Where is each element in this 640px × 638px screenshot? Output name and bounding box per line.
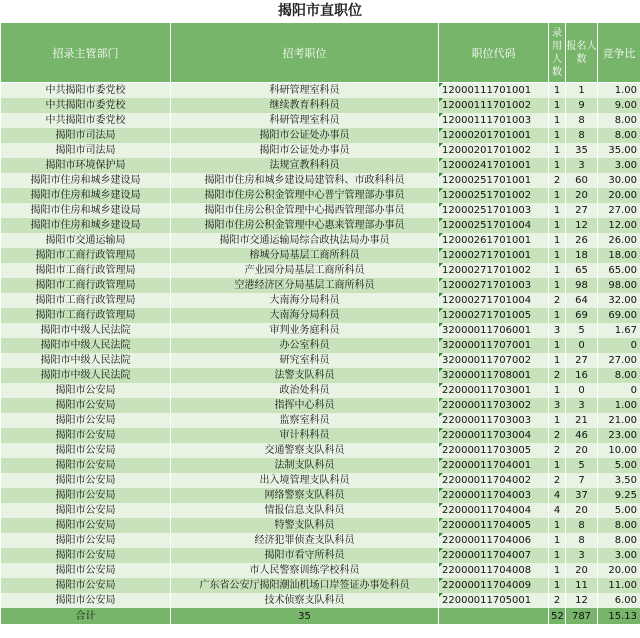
sheet-title: 揭阳市直职位 bbox=[278, 3, 362, 19]
cell-quota[interactable]: 1 bbox=[549, 218, 566, 233]
cell-quota[interactable]: 1 bbox=[549, 128, 566, 143]
cell-position[interactable]: 网络警察支队科员 bbox=[171, 488, 439, 503]
cell-code[interactable]: 12000271701004 bbox=[439, 293, 549, 308]
cell-applicants[interactable]: 37 bbox=[566, 488, 598, 503]
table-row bbox=[1, 383, 640, 398]
table-row bbox=[1, 563, 640, 578]
cell-quota[interactable]: 1 bbox=[549, 158, 566, 173]
cell-position[interactable]: 榕城分局基层工商所科员 bbox=[171, 248, 439, 263]
cell-applicants[interactable]: 20 bbox=[566, 443, 598, 458]
cell-code[interactable]: 22000011704002 bbox=[439, 473, 549, 488]
cell-quota[interactable]: 1 bbox=[549, 533, 566, 548]
cell-quota[interactable]: 4 bbox=[549, 488, 566, 503]
cell-applicants[interactable]: 3 bbox=[566, 158, 598, 173]
cell-position[interactable]: 揭阳市住房公积金管理中心惠来管理部办事员 bbox=[171, 218, 439, 233]
cell-quota[interactable]: 1 bbox=[549, 113, 566, 128]
positions-table bbox=[0, 22, 640, 624]
cell-applicants[interactable]: 1 bbox=[566, 83, 598, 99]
table-row bbox=[1, 368, 640, 383]
cell-quota[interactable]: 2 bbox=[549, 593, 566, 608]
cell-applicants[interactable]: 20 bbox=[566, 503, 598, 518]
cell-code[interactable]: 12000201701001 bbox=[439, 128, 549, 143]
cell-quota[interactable]: 1 bbox=[549, 563, 566, 578]
cell-dept[interactable]: 揭阳市公安局 bbox=[1, 428, 171, 443]
table-row bbox=[1, 323, 640, 338]
cell-ratio[interactable]: 35.00 bbox=[598, 143, 640, 158]
cell-code[interactable]: 22000011703001 bbox=[439, 383, 549, 398]
cell-applicants[interactable]: 0 bbox=[566, 383, 598, 398]
cell-quota[interactable]: 1 bbox=[549, 278, 566, 293]
cell-dept[interactable]: 揭阳市司法局 bbox=[1, 143, 171, 158]
cell-position[interactable]: 大南海分局科员 bbox=[171, 293, 439, 308]
table-row bbox=[1, 473, 640, 488]
cell-dept[interactable]: 揭阳市环境保护局 bbox=[1, 158, 171, 173]
cell-code[interactable]: 12000261701001 bbox=[439, 233, 549, 248]
cell-position[interactable]: 交通警察支队科员 bbox=[171, 443, 439, 458]
cell-dept[interactable]: 揭阳市公安局 bbox=[1, 533, 171, 548]
cell-ratio[interactable]: 21.00 bbox=[598, 413, 640, 428]
cell-position[interactable]: 揭阳市住房公积金管理中心普宁管理部办事员 bbox=[171, 188, 439, 203]
cell-position[interactable]: 特警支队科员 bbox=[171, 518, 439, 533]
cell-position[interactable]: 办公室科员 bbox=[171, 338, 439, 353]
cell-dept[interactable]: 揭阳市公安局 bbox=[1, 473, 171, 488]
cell-code[interactable]: 22000011705001 bbox=[439, 593, 549, 608]
cell-ratio[interactable]: 8.00 bbox=[598, 518, 640, 533]
table-row bbox=[1, 428, 640, 443]
cell-position[interactable]: 广东省公安厅揭阳潮汕机场口岸签证办事处科员 bbox=[171, 578, 439, 593]
cell-code[interactable]: 22000011703005 bbox=[439, 443, 549, 458]
cell-applicants[interactable]: 35 bbox=[566, 143, 598, 158]
cell-dept[interactable]: 中共揭阳市委党校 bbox=[1, 113, 171, 128]
table-row bbox=[1, 233, 640, 248]
total-quota[interactable]: 52 bbox=[549, 608, 566, 624]
cell-code[interactable]: 12000271701005 bbox=[439, 308, 549, 323]
cell-ratio[interactable]: 18.00 bbox=[598, 248, 640, 263]
table-row bbox=[1, 203, 640, 218]
cell-quota[interactable]: 1 bbox=[549, 353, 566, 368]
total-ratio[interactable]: 15.13 bbox=[598, 608, 640, 624]
cell-dept[interactable]: 揭阳市公安局 bbox=[1, 548, 171, 563]
cell-position[interactable]: 研究室科员 bbox=[171, 353, 439, 368]
cell-code[interactable]: 12000251701001 bbox=[439, 173, 549, 188]
cell-position[interactable]: 政治处科员 bbox=[171, 383, 439, 398]
cell-position[interactable]: 揭阳市公证处办事员 bbox=[171, 143, 439, 158]
cell-ratio[interactable]: 20.00 bbox=[598, 563, 640, 578]
cell-applicants[interactable]: 3 bbox=[566, 548, 598, 563]
cell-applicants[interactable]: 8 bbox=[566, 128, 598, 143]
cell-code[interactable]: 22000011704006 bbox=[439, 533, 549, 548]
cell-ratio[interactable]: 9.25 bbox=[598, 488, 640, 503]
cell-applicants[interactable]: 27 bbox=[566, 353, 598, 368]
table-row bbox=[1, 458, 640, 473]
table-row bbox=[1, 338, 640, 353]
cell-applicants[interactable]: 5 bbox=[566, 323, 598, 338]
cell-ratio[interactable]: 65.00 bbox=[598, 263, 640, 278]
cell-position[interactable]: 揭阳市公证处办事员 bbox=[171, 128, 439, 143]
cell-code[interactable]: 22000011704007 bbox=[439, 548, 549, 563]
cell-ratio[interactable]: 12.00 bbox=[598, 218, 640, 233]
cell-code[interactable]: 12000111701003 bbox=[439, 113, 549, 128]
table-row bbox=[1, 83, 640, 99]
cell-applicants[interactable]: 21 bbox=[566, 413, 598, 428]
cell-dept[interactable]: 揭阳市公安局 bbox=[1, 458, 171, 473]
cell-quota[interactable]: 1 bbox=[549, 578, 566, 593]
cell-quota[interactable]: 2 bbox=[549, 443, 566, 458]
cell-position[interactable]: 监察室科员 bbox=[171, 413, 439, 428]
total-row bbox=[1, 608, 640, 624]
cell-applicants[interactable]: 46 bbox=[566, 428, 598, 443]
cell-position[interactable]: 审计科科员 bbox=[171, 428, 439, 443]
cell-position[interactable]: 科研管理室科员 bbox=[171, 113, 439, 128]
cell-code[interactable]: 32000011707001 bbox=[439, 338, 549, 353]
cell-ratio[interactable]: 98.00 bbox=[598, 278, 640, 293]
cell-code[interactable]: 12000111701001 bbox=[439, 83, 549, 99]
cell-dept[interactable]: 揭阳市公安局 bbox=[1, 413, 171, 428]
cell-dept[interactable]: 揭阳市中级人民法院 bbox=[1, 323, 171, 338]
cell-position[interactable]: 揭阳市看守所科员 bbox=[171, 548, 439, 563]
cell-applicants[interactable]: 16 bbox=[566, 368, 598, 383]
cell-dept[interactable]: 揭阳市中级人民法院 bbox=[1, 353, 171, 368]
cell-code[interactable]: 22000011704001 bbox=[439, 458, 549, 473]
table-row bbox=[1, 218, 640, 233]
total-label[interactable]: 合计 bbox=[1, 608, 171, 624]
cell-applicants[interactable]: 3 bbox=[566, 398, 598, 413]
cell-ratio[interactable]: 30.00 bbox=[598, 173, 640, 188]
cell-quota[interactable]: 2 bbox=[549, 428, 566, 443]
cell-quota[interactable]: 1 bbox=[549, 308, 566, 323]
cell-ratio[interactable]: 27.00 bbox=[598, 353, 640, 368]
cell-dept[interactable]: 揭阳市工商行政管理局 bbox=[1, 278, 171, 293]
cell-ratio[interactable]: 1.00 bbox=[598, 398, 640, 413]
cell-position[interactable]: 法警支队科员 bbox=[171, 368, 439, 383]
header-quota[interactable]: 录用人数 bbox=[549, 23, 566, 83]
table-row bbox=[1, 173, 640, 188]
cell-dept[interactable]: 揭阳市中级人民法院 bbox=[1, 368, 171, 383]
cell-ratio[interactable]: 6.00 bbox=[598, 593, 640, 608]
cell-quota[interactable]: 1 bbox=[549, 98, 566, 113]
table-row bbox=[1, 353, 640, 368]
cell-quota[interactable]: 2 bbox=[549, 173, 566, 188]
cell-dept[interactable]: 揭阳市公安局 bbox=[1, 518, 171, 533]
cell-ratio[interactable]: 8.00 bbox=[598, 533, 640, 548]
cell-dept[interactable]: 揭阳市公安局 bbox=[1, 488, 171, 503]
table-row bbox=[1, 548, 640, 563]
cell-dept[interactable]: 揭阳市公安局 bbox=[1, 443, 171, 458]
table-row bbox=[1, 113, 640, 128]
table-row bbox=[1, 263, 640, 278]
table-row bbox=[1, 128, 640, 143]
table-row bbox=[1, 98, 640, 113]
cell-code[interactable]: 22000011703003 bbox=[439, 413, 549, 428]
cell-applicants[interactable]: 65 bbox=[566, 263, 598, 278]
cell-quota[interactable]: 1 bbox=[549, 83, 566, 99]
cell-code[interactable]: 22000011704003 bbox=[439, 488, 549, 503]
cell-ratio[interactable]: 26.00 bbox=[598, 233, 640, 248]
cell-position[interactable]: 继续教育科科员 bbox=[171, 98, 439, 113]
cell-dept[interactable]: 揭阳市公安局 bbox=[1, 563, 171, 578]
cell-code[interactable]: 12000241701001 bbox=[439, 158, 549, 173]
cell-position[interactable]: 出入境管理支队科员 bbox=[171, 473, 439, 488]
table-row bbox=[1, 503, 640, 518]
total-applicants[interactable]: 787 bbox=[566, 608, 598, 624]
cell-position[interactable]: 大南海分局科员 bbox=[171, 308, 439, 323]
header-dept[interactable]: 招录主管部门 bbox=[1, 23, 171, 83]
cell-code[interactable]: 12000251701003 bbox=[439, 203, 549, 218]
table-row bbox=[1, 293, 640, 308]
table-row bbox=[1, 188, 640, 203]
cell-dept[interactable]: 揭阳市工商行政管理局 bbox=[1, 263, 171, 278]
table-row bbox=[1, 593, 640, 608]
cell-applicants[interactable]: 69 bbox=[566, 308, 598, 323]
table-row bbox=[1, 278, 640, 293]
cell-quota[interactable]: 1 bbox=[549, 413, 566, 428]
header-row bbox=[1, 23, 640, 83]
header-position[interactable]: 招考职位 bbox=[171, 23, 439, 83]
header-applicants[interactable]: 报名人数 bbox=[566, 23, 598, 83]
cell-quota[interactable]: 1 bbox=[549, 548, 566, 563]
cell-applicants[interactable]: 0 bbox=[566, 338, 598, 353]
cell-quota[interactable]: 1 bbox=[549, 248, 566, 263]
cell-dept[interactable]: 揭阳市司法局 bbox=[1, 128, 171, 143]
cell-code[interactable]: 12000251701004 bbox=[439, 218, 549, 233]
cell-code[interactable]: 32000011706001 bbox=[439, 323, 549, 338]
cell-dept[interactable]: 揭阳市公安局 bbox=[1, 578, 171, 593]
cell-code[interactable]: 12000201701002 bbox=[439, 143, 549, 158]
table-row bbox=[1, 248, 640, 263]
table-row bbox=[1, 308, 640, 323]
cell-dept[interactable]: 揭阳市工商行政管理局 bbox=[1, 308, 171, 323]
cell-code[interactable]: 32000011708001 bbox=[439, 368, 549, 383]
cell-applicants[interactable]: 27 bbox=[566, 203, 598, 218]
cell-applicants[interactable]: 7 bbox=[566, 473, 598, 488]
table-row bbox=[1, 578, 640, 593]
cell-position[interactable]: 法规宣教科科员 bbox=[171, 158, 439, 173]
cell-code[interactable]: 12000111701002 bbox=[439, 98, 549, 113]
cell-code[interactable]: 22000011704005 bbox=[439, 518, 549, 533]
cell-position[interactable]: 揭阳市住房公积金管理中心揭西管理部办事员 bbox=[171, 203, 439, 218]
cell-ratio[interactable]: 3.50 bbox=[598, 473, 640, 488]
cell-applicants[interactable]: 98 bbox=[566, 278, 598, 293]
cell-ratio[interactable]: 20.00 bbox=[598, 188, 640, 203]
cell-position[interactable]: 审判业务庭科员 bbox=[171, 323, 439, 338]
cell-code[interactable]: 12000251701002 bbox=[439, 188, 549, 203]
cell-quota[interactable]: 2 bbox=[549, 293, 566, 308]
cell-dept[interactable]: 揭阳市公安局 bbox=[1, 503, 171, 518]
cell-position[interactable]: 揭阳市交通运输局综合政执法局办事员 bbox=[171, 233, 439, 248]
cell-dept[interactable]: 揭阳市住房和城乡建设局 bbox=[1, 218, 171, 233]
cell-applicants[interactable]: 5 bbox=[566, 458, 598, 473]
table-row bbox=[1, 443, 640, 458]
cell-ratio[interactable]: 27.00 bbox=[598, 203, 640, 218]
cell-dept[interactable]: 揭阳市交通运输局 bbox=[1, 233, 171, 248]
cell-dept[interactable]: 揭阳市住房和城乡建设局 bbox=[1, 203, 171, 218]
cell-applicants[interactable]: 12 bbox=[566, 593, 598, 608]
cell-quota[interactable]: 2 bbox=[549, 473, 566, 488]
cell-quota[interactable]: 2 bbox=[549, 368, 566, 383]
cell-quota[interactable]: 1 bbox=[549, 188, 566, 203]
cell-ratio[interactable]: 5.00 bbox=[598, 458, 640, 473]
cell-position[interactable]: 技术侦察支队科员 bbox=[171, 593, 439, 608]
table-body bbox=[1, 83, 640, 609]
cell-dept[interactable]: 揭阳市住房和城乡建设局 bbox=[1, 188, 171, 203]
cell-quota[interactable]: 1 bbox=[549, 518, 566, 533]
cell-applicants[interactable]: 9 bbox=[566, 98, 598, 113]
table-row bbox=[1, 533, 640, 548]
cell-position[interactable]: 经济犯罪侦查支队科员 bbox=[171, 533, 439, 548]
cell-dept[interactable]: 中共揭阳市委党校 bbox=[1, 83, 171, 99]
header-code[interactable]: 职位代码 bbox=[439, 23, 549, 83]
cell-dept[interactable]: 中共揭阳市委党校 bbox=[1, 98, 171, 113]
cell-ratio[interactable]: 8.00 bbox=[598, 113, 640, 128]
cell-position[interactable]: 科研管理室科员 bbox=[171, 83, 439, 99]
cell-position[interactable]: 指挥中心科员 bbox=[171, 398, 439, 413]
cell-applicants[interactable]: 8 bbox=[566, 518, 598, 533]
cell-position[interactable]: 市人民警察训练学校科员 bbox=[171, 563, 439, 578]
cell-ratio[interactable]: 11.00 bbox=[598, 578, 640, 593]
cell-code[interactable]: 22000011704008 bbox=[439, 563, 549, 578]
cell-applicants[interactable]: 20 bbox=[566, 563, 598, 578]
cell-ratio[interactable]: 69.00 bbox=[598, 308, 640, 323]
cell-ratio[interactable]: 1.00 bbox=[598, 83, 640, 99]
cell-ratio[interactable]: 0 bbox=[598, 383, 640, 398]
cell-position[interactable]: 情报信息支队科员 bbox=[171, 503, 439, 518]
cell-dept[interactable]: 揭阳市公安局 bbox=[1, 398, 171, 413]
cell-dept[interactable]: 揭阳市公安局 bbox=[1, 383, 171, 398]
cell-quota[interactable]: 1 bbox=[549, 203, 566, 218]
cell-ratio[interactable]: 3.00 bbox=[598, 548, 640, 563]
cell-ratio[interactable]: 10.00 bbox=[598, 443, 640, 458]
cell-applicants[interactable]: 20 bbox=[566, 188, 598, 203]
table-row bbox=[1, 158, 640, 173]
cell-quota[interactable]: 1 bbox=[549, 233, 566, 248]
cell-position[interactable]: 法制支队科员 bbox=[171, 458, 439, 473]
total-code[interactable] bbox=[439, 608, 549, 624]
cell-dept[interactable]: 揭阳市住房和城乡建设局 bbox=[1, 173, 171, 188]
cell-dept[interactable]: 揭阳市中级人民法院 bbox=[1, 338, 171, 353]
cell-applicants[interactable]: 60 bbox=[566, 173, 598, 188]
cell-applicants[interactable]: 64 bbox=[566, 293, 598, 308]
cell-ratio[interactable]: 8.00 bbox=[598, 128, 640, 143]
table-row bbox=[1, 518, 640, 533]
cell-code[interactable]: 22000011703004 bbox=[439, 428, 549, 443]
cell-code[interactable]: 32000011707002 bbox=[439, 353, 549, 368]
cell-code[interactable]: 12000271701001 bbox=[439, 248, 549, 263]
cell-position[interactable]: 产业园分局基层工商所科员 bbox=[171, 263, 439, 278]
header-ratio[interactable]: 竞争比 bbox=[598, 23, 640, 83]
cell-code[interactable]: 12000271701003 bbox=[439, 278, 549, 293]
table-row bbox=[1, 398, 640, 413]
cell-applicants[interactable]: 8 bbox=[566, 113, 598, 128]
total-positions[interactable]: 35 bbox=[171, 608, 439, 624]
table-row bbox=[1, 488, 640, 503]
cell-code[interactable]: 22000011703002 bbox=[439, 398, 549, 413]
cell-ratio[interactable]: 23.00 bbox=[598, 428, 640, 443]
cell-dept[interactable]: 揭阳市工商行政管理局 bbox=[1, 293, 171, 308]
cell-applicants[interactable]: 8 bbox=[566, 533, 598, 548]
cell-applicants[interactable]: 11 bbox=[566, 578, 598, 593]
cell-ratio[interactable]: 5.00 bbox=[598, 503, 640, 518]
cell-quota[interactable]: 3 bbox=[549, 398, 566, 413]
cell-position[interactable]: 揭阳市住房和城乡建设局建管科、市政科科员 bbox=[171, 173, 439, 188]
cell-ratio[interactable]: 1.67 bbox=[598, 323, 640, 338]
cell-quota[interactable]: 3 bbox=[549, 323, 566, 338]
cell-dept[interactable]: 揭阳市公安局 bbox=[1, 593, 171, 608]
cell-ratio[interactable]: 8.00 bbox=[598, 368, 640, 383]
cell-code[interactable]: 22000011704004 bbox=[439, 503, 549, 518]
cell-quota[interactable]: 1 bbox=[549, 338, 566, 353]
cell-position[interactable]: 空港经济区分局基层工商所科员 bbox=[171, 278, 439, 293]
cell-ratio[interactable]: 9.00 bbox=[598, 98, 640, 113]
cell-applicants[interactable]: 12 bbox=[566, 218, 598, 233]
table-row bbox=[1, 413, 640, 428]
cell-ratio[interactable]: 0 bbox=[598, 338, 640, 353]
cell-ratio[interactable]: 3.00 bbox=[598, 158, 640, 173]
cell-dept[interactable]: 揭阳市工商行政管理局 bbox=[1, 248, 171, 263]
table-row bbox=[1, 143, 640, 158]
cell-quota[interactable]: 4 bbox=[549, 503, 566, 518]
cell-quota[interactable]: 1 bbox=[549, 458, 566, 473]
cell-quota[interactable]: 1 bbox=[549, 383, 566, 398]
cell-quota[interactable]: 1 bbox=[549, 143, 566, 158]
cell-ratio[interactable]: 32.00 bbox=[598, 293, 640, 308]
cell-applicants[interactable]: 18 bbox=[566, 248, 598, 263]
cell-quota[interactable]: 1 bbox=[549, 263, 566, 278]
cell-code[interactable]: 12000271701002 bbox=[439, 263, 549, 278]
cell-applicants[interactable]: 26 bbox=[566, 233, 598, 248]
cell-code[interactable]: 22000011704009 bbox=[439, 578, 549, 593]
